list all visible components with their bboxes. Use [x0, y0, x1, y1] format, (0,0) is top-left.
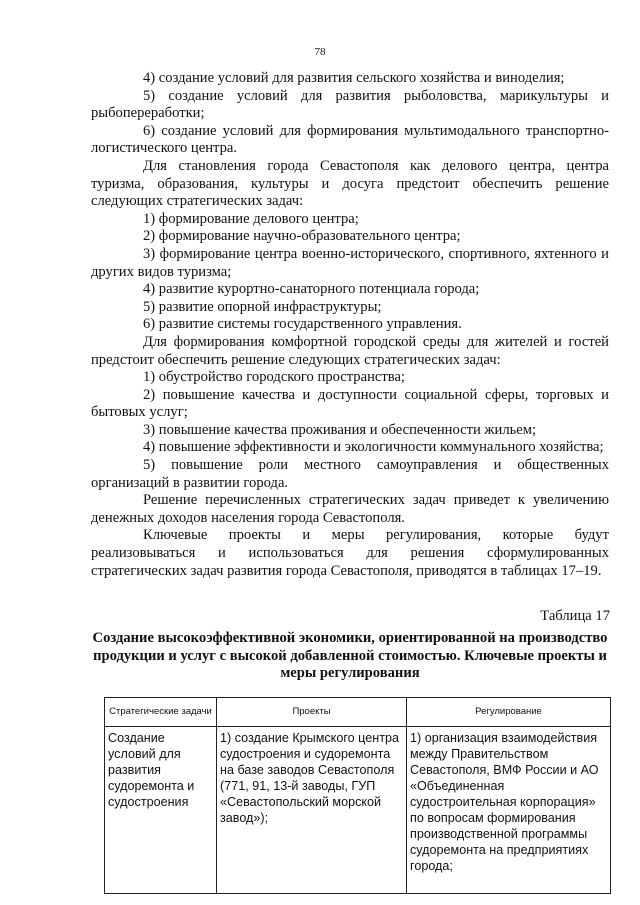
header-regulation: Регулирование	[407, 698, 611, 727]
paragraph: Для становления города Севастополя как делового центра, центра туризма, образования, культуры и досуга предстоит обеспечить решение следующих стратегических задач:	[91, 157, 609, 210]
table-label: Таблица 17	[540, 608, 610, 624]
cell-regulation: 1) организация взаимодействия между Правительством Севастополя, ВМФ России и АО «Объединенная судостроительная корпорация» по вопросам формирования производственной программы судоремонта на предприятиях города;	[407, 727, 611, 894]
paragraph: 2) повышение качества и доступности социальной сферы, торговых и бытовых услуг;	[91, 386, 609, 421]
paragraph: 4) повышение эффективности и экологичности коммунального хозяйства;	[143, 439, 604, 456]
paragraph: 6) создание условий для формирования мультимодального транспортно-логистического центра.	[91, 122, 609, 157]
header-projects: Проекты	[217, 698, 407, 727]
paragraph: 4) развитие курортно-санаторного потенциала города;	[143, 281, 480, 298]
table-title: Создание высокоэффективной экономики, ориентированной на производство продукции и услуг с высокой добавленной стоимостью. Ключевые проекты и меры регулирования	[92, 630, 608, 682]
measures-table	[104, 697, 611, 894]
paragraph: 2) формирование научно-образовательного центра;	[143, 228, 461, 245]
paragraph: 5) повышение роли местного самоуправления и общественных организаций в развитии города.	[91, 457, 609, 491]
page-number: 78	[314, 46, 326, 58]
paragraph: 6) развитие системы государственного управления.	[143, 316, 462, 333]
body-text	[91, 70, 609, 580]
table-header-row	[105, 698, 611, 727]
paragraph: 1) обустройство городского пространства;	[143, 369, 405, 386]
paragraph: 4) создание условий для развития сельского хозяйства и виноделия;	[143, 70, 565, 86]
header-tasks: Стратегические задачи	[105, 698, 217, 727]
paragraph: Для формирования комфортной городской среды для жителей и гостей предстоит обеспечить решение следующих стратегических задач:	[91, 333, 609, 368]
paragraph: Ключевые проекты и меры регулирования, которые будут реализовываться и использоваться для решения сформулированных стратегических задач развития города Севастополя, приводятся в таблицах 17–19.	[91, 527, 609, 579]
table-row	[105, 727, 611, 894]
paragraph: 3) повышение качества проживания и обеспеченности жильем;	[143, 421, 537, 438]
cell-task: Создание условий для развития судоремонта и судостроения	[105, 727, 217, 894]
paragraph: 5) создание условий для развития рыболовства, марикультуры и рыбопереработки;	[91, 87, 609, 122]
paragraph: Решение перечисленных стратегических задач приведет к увеличению денежных доходов населения города Севастополя.	[91, 492, 609, 526]
cell-project: 1) создание Крымского центра судостроения и судоремонта на базе заводов Севастополя (771, 91, 13-й заводы, ГУП «Севастопольский морской завод»);	[217, 727, 407, 894]
paragraph: 1) формирование делового центра;	[143, 210, 359, 227]
paragraph: 5) развитие опорной инфраструктуры;	[143, 298, 382, 315]
paragraph: 3) формирование центра военно-исторического, спортивного, яхтенного и других видов туризма;	[91, 245, 609, 280]
